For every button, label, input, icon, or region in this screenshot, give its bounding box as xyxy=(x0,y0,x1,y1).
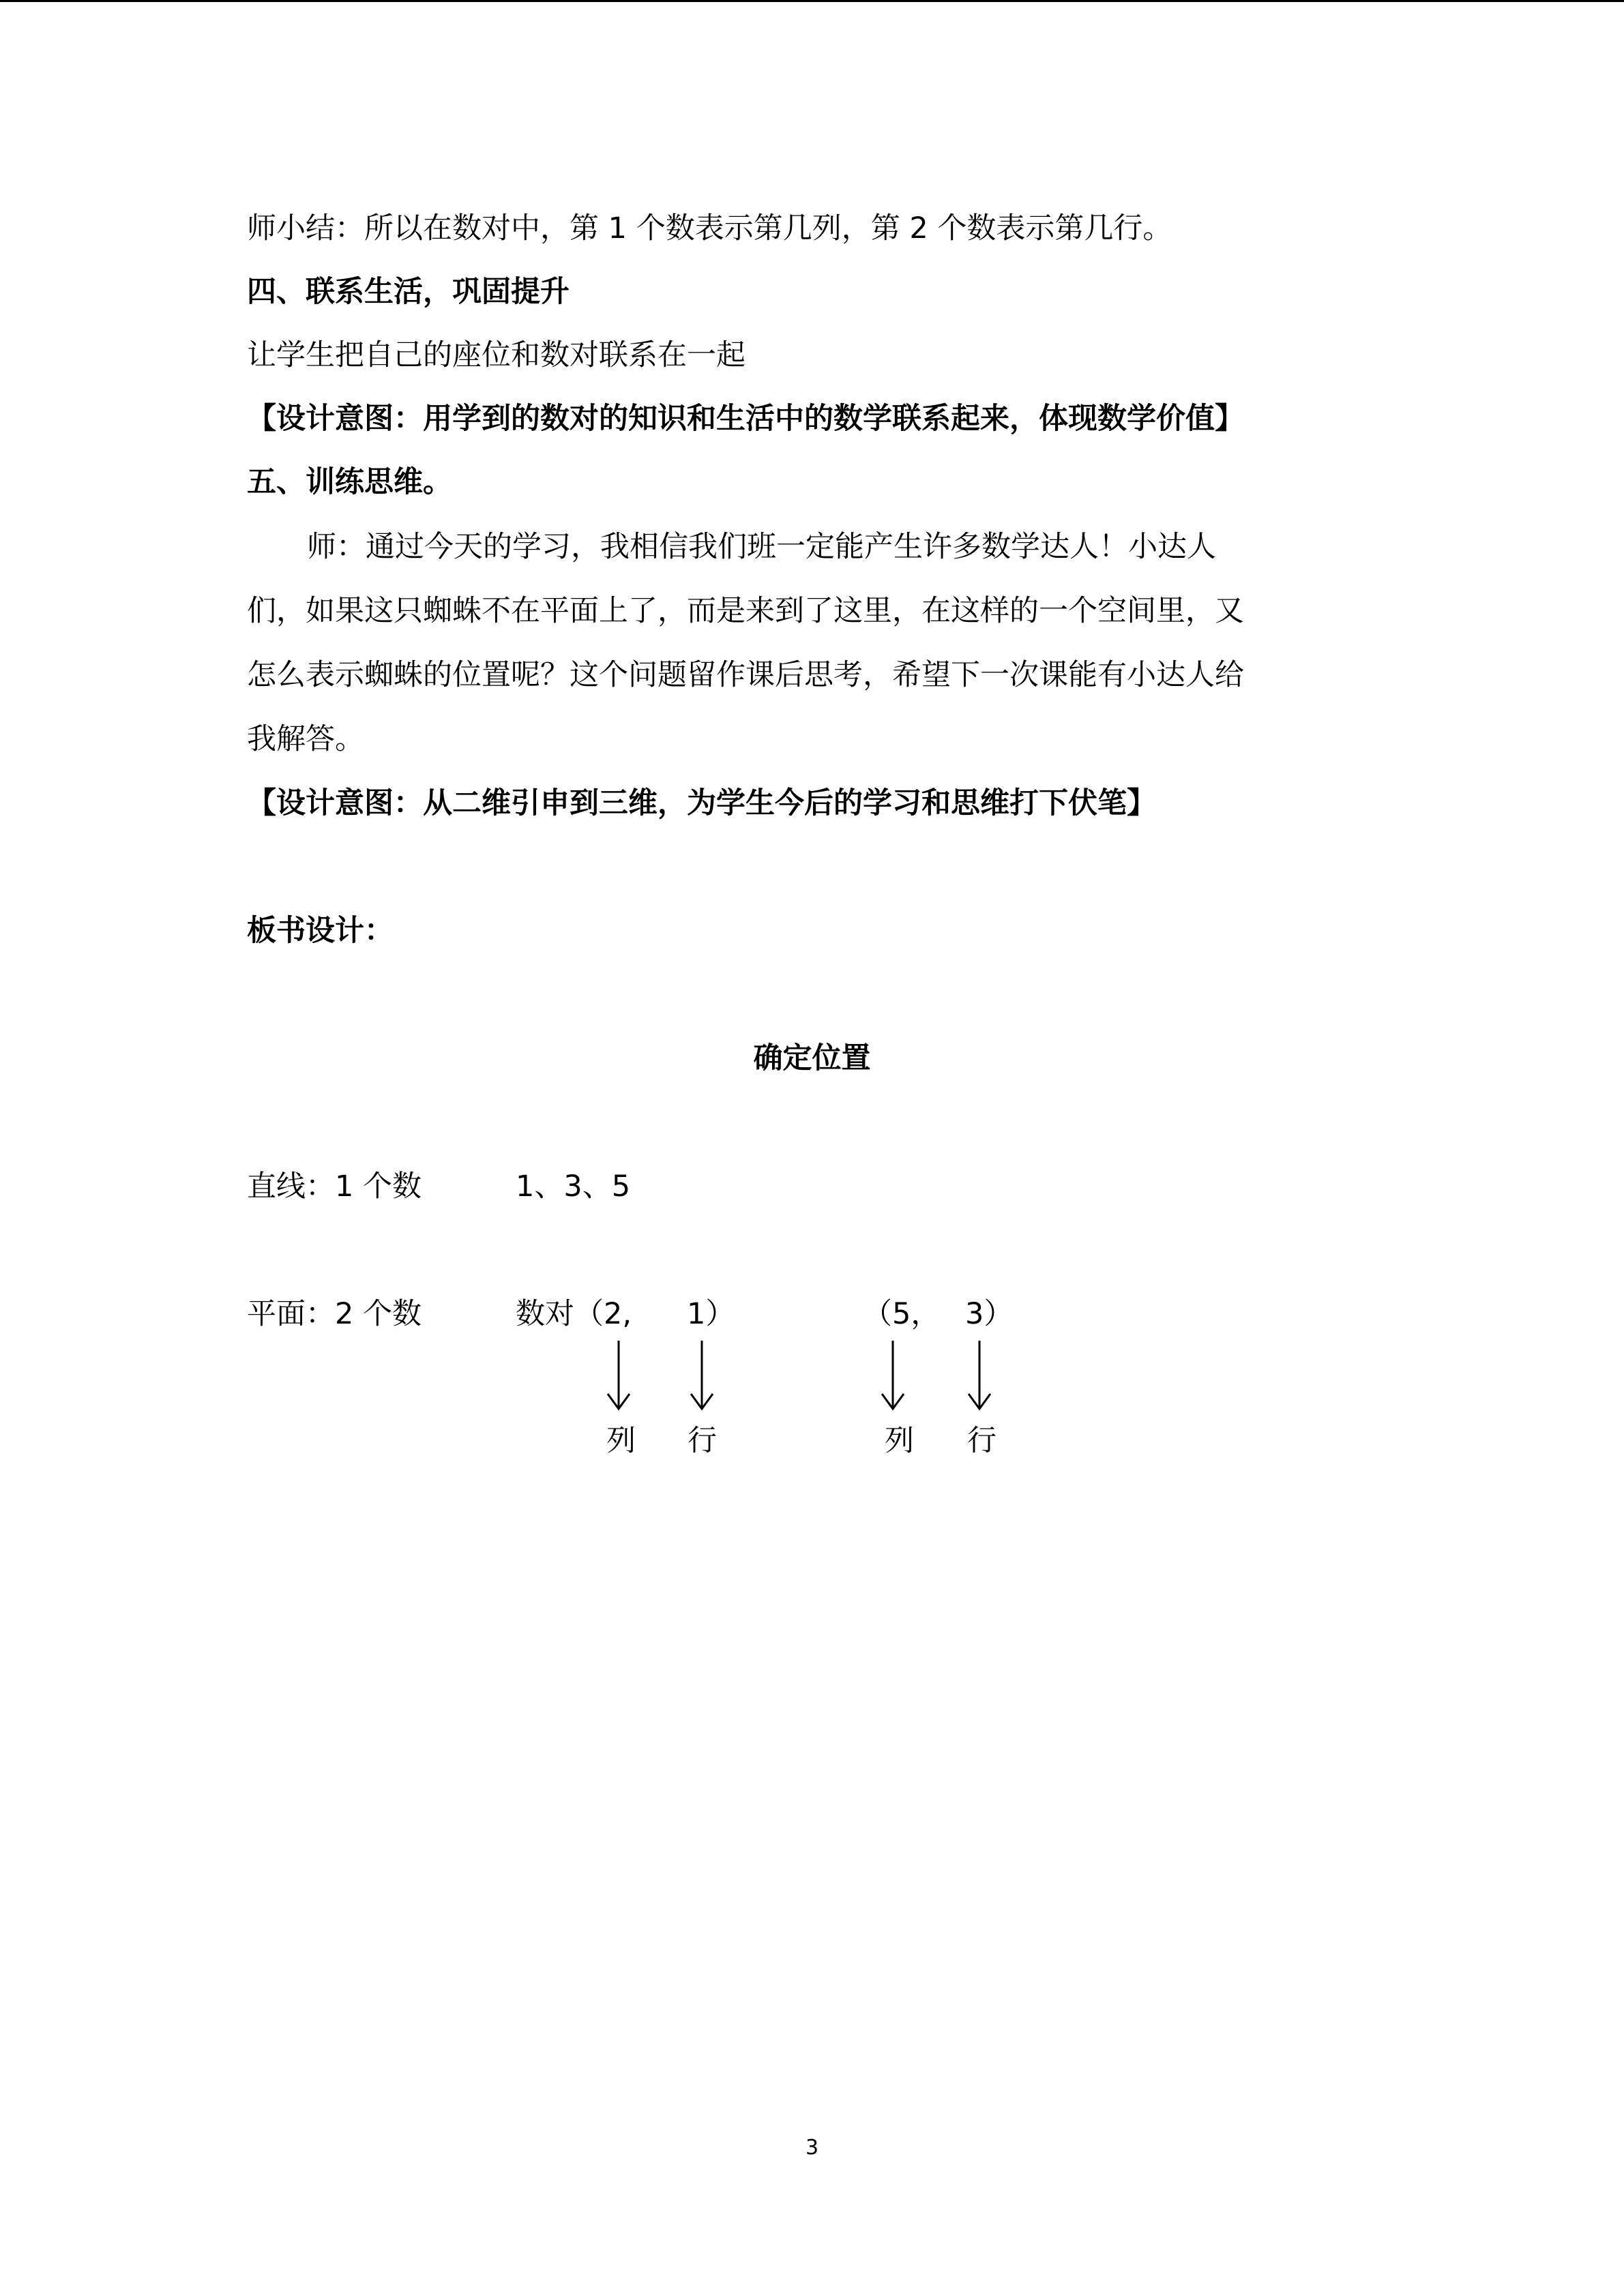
pair2-second: 3） xyxy=(965,1297,1014,1331)
arrow-down-icon xyxy=(691,1341,713,1409)
paragraph-line-3: 怎么表示蜘蛛的位置呢？这个问题留作课后思考，希望下一次课能有小达人给 xyxy=(247,658,1244,692)
pair1-row-label: 行 xyxy=(688,1424,717,1458)
paragraph-line-1: 师：通过今天的学习，我相信我们班一定能产生许多数学达人！小达人 xyxy=(307,530,1216,564)
section-heading-5: 五、训练思维。 xyxy=(247,465,452,499)
blackboard-design-label: 板书设计： xyxy=(247,914,394,948)
pair1-col-label: 列 xyxy=(606,1424,636,1458)
line-example: 1、3、5 xyxy=(516,1169,631,1204)
page-number: 3 xyxy=(805,2136,819,2160)
design-intent-1: 【设计意图：用学到的数对的知识和生活中的数学联系起来，体现数学价值】 xyxy=(247,402,1244,436)
pair1-second: 1） xyxy=(687,1297,735,1331)
teacher-summary: 师小结：所以在数对中，第 1 个数表示第几列，第 2 个数表示第几行。 xyxy=(247,211,1172,245)
arrow-down-icon xyxy=(608,1341,630,1409)
pair2-first: （5， xyxy=(863,1297,941,1331)
arrow-down-icon xyxy=(969,1341,990,1409)
arrow-down-icon xyxy=(882,1341,904,1409)
seat-activity: 让学生把自己的座位和数对联系在一起 xyxy=(247,338,745,372)
design-intent-2: 【设计意图：从二维引申到三维，为学生今后的学习和思维打下伏笔】 xyxy=(247,786,1156,820)
paragraph-line-4: 我解答。 xyxy=(247,722,364,756)
plane-label: 平面：2 个数 xyxy=(247,1297,422,1331)
paragraph-line-2: 们，如果这只蜘蛛不在平面上了，而是来到了这里，在这样的一个空间里，又 xyxy=(247,594,1244,628)
line-label: 直线：1 个数 xyxy=(247,1169,422,1204)
pair2-row-label: 行 xyxy=(967,1424,996,1458)
pair2-col-label: 列 xyxy=(885,1424,914,1458)
board-title: 确定位置 xyxy=(753,1041,871,1075)
section-heading-4: 四、联系生活，巩固提升 xyxy=(247,275,570,309)
pair1-first: 数对（2, xyxy=(516,1297,632,1331)
